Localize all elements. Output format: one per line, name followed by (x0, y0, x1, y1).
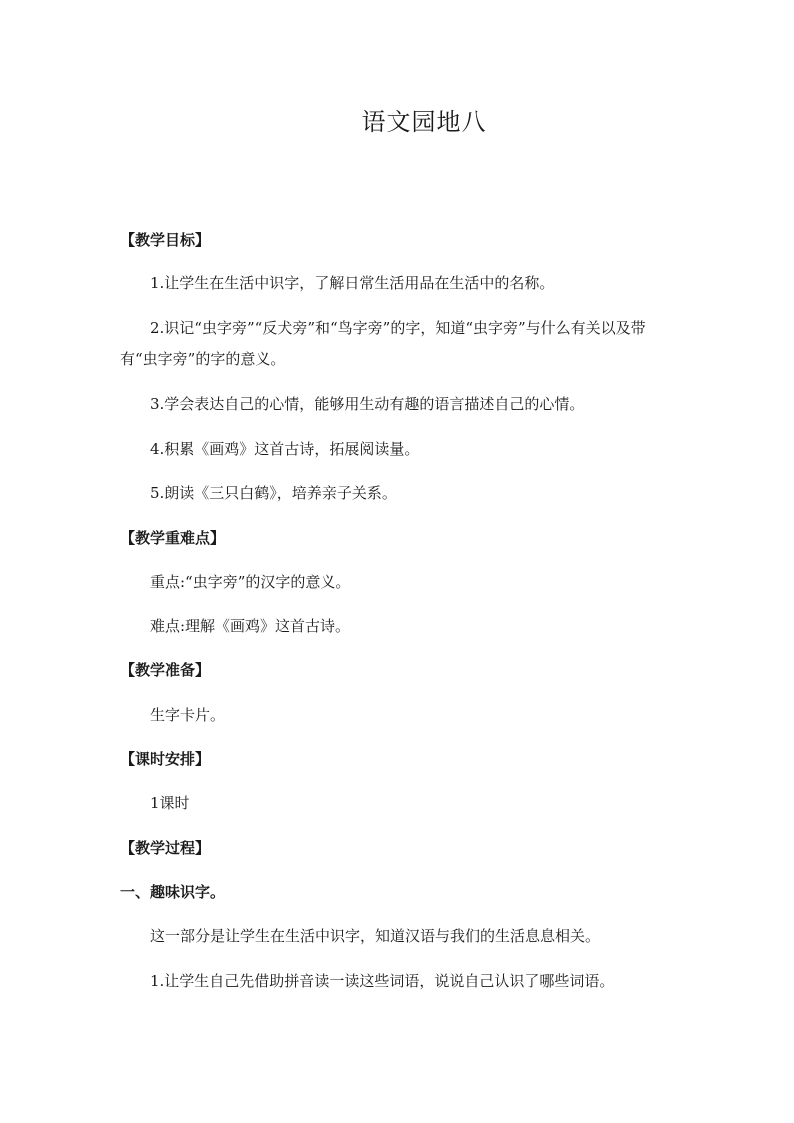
process-item-intro: 这一部分是让学生在生活中识字，知道汉语与我们的生活息息相关。 (150, 927, 601, 945)
difficulty-item: 难点:理解《画鸡》这首古诗。 (150, 617, 351, 635)
objective-item-3: 3.学会表达自己的心情，能够用生动有趣的语言描述自己的心情。 (150, 395, 585, 413)
objective-item-1: 1.让学生在生活中识字，了解日常生活用品在生活中的名称。 (150, 274, 555, 292)
process-item-1: 1.让学生自己先借助拼音读一读这些词语，说说自己认识了哪些词语。 (150, 972, 615, 990)
page-title: 语文园地八 (361, 108, 487, 136)
schedule-heading: 【课时安排】 (120, 750, 211, 768)
key-points-heading: 【教学重难点】 (120, 529, 226, 547)
process-subheading: 一、趣味识字。 (120, 883, 226, 901)
objectives-heading: 【教学目标】 (120, 231, 211, 249)
objective-item-2: 2.识记“虫字旁”“反犬旁”和“鸟字旁”的字，知道“虫字旁”与什么有关以及带有“虫字旁”的字的意义。 (120, 319, 646, 368)
process-heading: 【教学过程】 (120, 839, 211, 857)
preparation-text: 生字卡片。 (150, 706, 226, 724)
schedule-text: 1课时 (150, 794, 190, 812)
key-point-item: 重点:“虫字旁”的汉字的意义。 (150, 573, 351, 591)
objective-item-4: 4.积累《画鸡》这首古诗，拓展阅读量。 (150, 440, 420, 458)
objective-item-5: 5.朗读《三只白鹤》，培养亲子关系。 (150, 484, 397, 502)
preparation-heading: 【教学准备】 (120, 661, 211, 679)
